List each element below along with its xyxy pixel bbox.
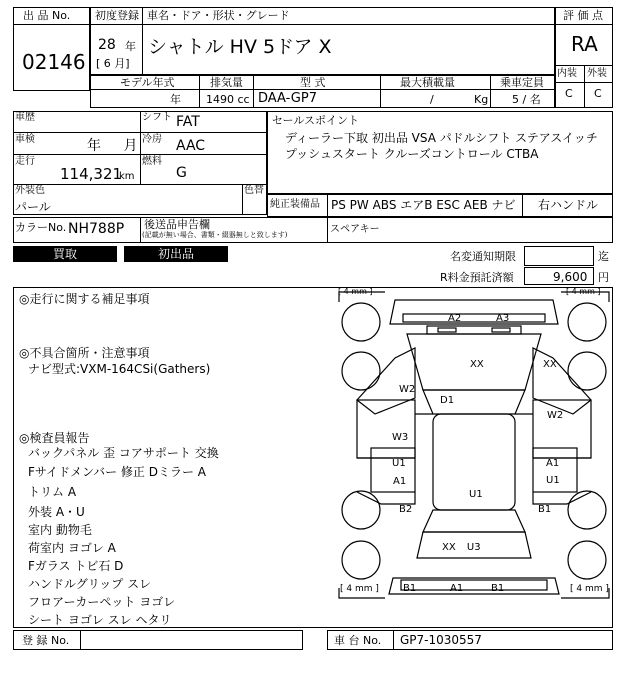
inspector-line: Fガラス トビ石 D: [28, 559, 124, 573]
registration-month: [ 6 月]: [96, 57, 130, 70]
tire-depth-rear-left: [ 4 mm ]: [340, 584, 379, 594]
damage-mark: D1: [440, 395, 455, 406]
damage-mark: XX: [470, 359, 484, 370]
damage-mark: A2: [448, 313, 462, 324]
defects-title: ◎不具合箇所・注意事項: [19, 346, 150, 360]
inspector-line: 室内 動物毛: [28, 523, 92, 537]
damage-mark: XX U3: [442, 542, 481, 553]
overall-score: RA: [571, 32, 598, 56]
inspector-line: シート ヨゴレ スレ ヘタリ: [28, 613, 172, 627]
recycle-label: R料金預託済額: [440, 271, 514, 284]
chassis-no: GP7-1030557: [400, 633, 482, 647]
deadline-unit: 迄: [598, 250, 609, 263]
docs-label: 後送品申告欄: [144, 218, 210, 231]
recycle-value: 9,600: [553, 270, 588, 284]
interior-label: 内装: [557, 68, 577, 79]
type-value: DAA-GP7: [258, 91, 317, 106]
inspector-line: 荷室内 ヨゴレ A: [28, 541, 116, 555]
docs-note: (記載が無い場合、書類・綴器無しと致します): [142, 231, 288, 239]
score-label: 評 価 点: [563, 9, 603, 22]
inspection-value: 年 月: [87, 138, 138, 154]
shift-label: シフト: [142, 112, 172, 123]
inspector-line: バックパネル 歪 コアサポート 交換: [28, 446, 219, 460]
max-load: /: [430, 93, 434, 106]
equipment-label: 純正装備品: [270, 199, 320, 210]
damage-mark: A1: [393, 476, 407, 487]
exterior-color-label: 外装色: [15, 185, 45, 196]
car-name-label: 車名・ドア・形状・グレード: [147, 9, 290, 22]
damage-mark: W3: [392, 432, 409, 443]
car-damage-diagram: [335, 288, 613, 626]
mileage-label: 走行: [15, 156, 35, 167]
damage-mark: A1: [450, 583, 464, 594]
shift-value: FAT: [176, 114, 200, 130]
defects-line: ナビ型式:VXM-164CSi(Gathers): [28, 362, 211, 376]
inspection-label: 車検: [15, 134, 35, 145]
history-label: 車歴: [15, 112, 35, 123]
registration-year: 28: [98, 37, 116, 53]
damage-mark: B1: [403, 583, 417, 594]
damage-mark: A3: [496, 313, 510, 324]
damage-mark: W2: [547, 410, 564, 421]
lot-number: 02146: [22, 50, 86, 74]
sales-point-line2: プッシュスタート クルーズコントロール CTBA: [285, 147, 539, 161]
type-label: 型 式: [300, 76, 326, 89]
inspector-line: トリム A: [28, 485, 77, 499]
year-unit: 年: [125, 40, 136, 53]
damage-mark: W2: [399, 384, 416, 395]
deadline-label: 名変通知期限: [450, 250, 516, 263]
exterior-label: 外装: [587, 68, 607, 79]
first-listing-tag: 初出品: [124, 246, 228, 262]
damage-mark: B1: [491, 583, 505, 594]
displacement: 1490 cc: [206, 93, 250, 106]
recycle-unit: 円: [598, 271, 609, 284]
docs-value: スペアキー: [330, 224, 380, 235]
deadline-value-box: [524, 246, 594, 266]
fuel-value: G: [176, 165, 187, 181]
car-name: シャトル HV 5ドア X: [148, 36, 332, 58]
steering: 右ハンドル: [538, 198, 599, 212]
chassis-no-label: 車 台 No.: [334, 634, 382, 647]
color-change-label: 色替: [244, 185, 264, 196]
inspector-title: ◎検査員報告: [19, 431, 90, 445]
inspector-line: Fサイドメンバー 修正 Dミラー A: [28, 465, 206, 479]
max-load-label: 最大積載量: [400, 76, 455, 89]
mileage-value: 114,321: [60, 165, 123, 183]
inspector-line: 外装 A・U: [28, 505, 85, 519]
model-year-label: モデル年式: [120, 76, 175, 89]
color-no-label: カラーNo.: [15, 221, 67, 234]
damage-mark: B1: [538, 504, 552, 515]
capacity: 5 / 名: [512, 93, 541, 106]
exterior-color: パール: [15, 200, 51, 214]
sales-point-line1: ディーラー下取 初出品 VSA パドルシフト ステアスイッチ: [285, 131, 598, 145]
tire-depth-front-right: [ 4 mm ]: [566, 287, 601, 296]
exterior-grade: C: [594, 87, 602, 100]
tire-depth-front-left: [ 4 mm ]: [338, 287, 373, 296]
inspector-line: ハンドルグリップ スレ: [28, 577, 152, 591]
damage-mark: A1: [546, 458, 560, 469]
mileage-unit: km: [119, 171, 135, 182]
equipment-value: PS PW ABS エアB ESC AEB ナビ: [331, 198, 516, 212]
tire-depth-rear-right: [ 4 mm ]: [570, 584, 609, 594]
damage-mark: U1: [469, 489, 483, 500]
damage-mark: U1: [392, 458, 406, 469]
color-no: NH788P: [68, 221, 125, 237]
sales-point-label: セールスポイント: [272, 114, 360, 127]
purchase-tag: 買取: [13, 246, 117, 262]
displacement-label: 排気量: [210, 76, 243, 89]
max-load-unit: Kg: [474, 93, 489, 106]
first-registration-label: 初度登録: [95, 9, 139, 22]
fuel-label: 燃料: [142, 156, 162, 167]
driving-notes-title: ◎走行に関する補足事項: [19, 292, 150, 306]
capacity-label: 乗車定員: [500, 76, 544, 89]
damage-mark: XX: [543, 359, 557, 370]
damage-mark: U1: [546, 475, 560, 486]
registration-no-label: 登 録 No.: [22, 634, 70, 647]
inspector-line: フロアーカーペット ヨゴレ: [28, 595, 176, 609]
interior-grade: C: [565, 87, 573, 100]
ac-value: AAC: [176, 138, 206, 154]
ac-label: 冷房: [142, 134, 162, 145]
lot-label: 出 品 No.: [23, 9, 71, 22]
damage-mark: B2: [399, 504, 413, 515]
model-year-unit: 年: [170, 93, 181, 106]
